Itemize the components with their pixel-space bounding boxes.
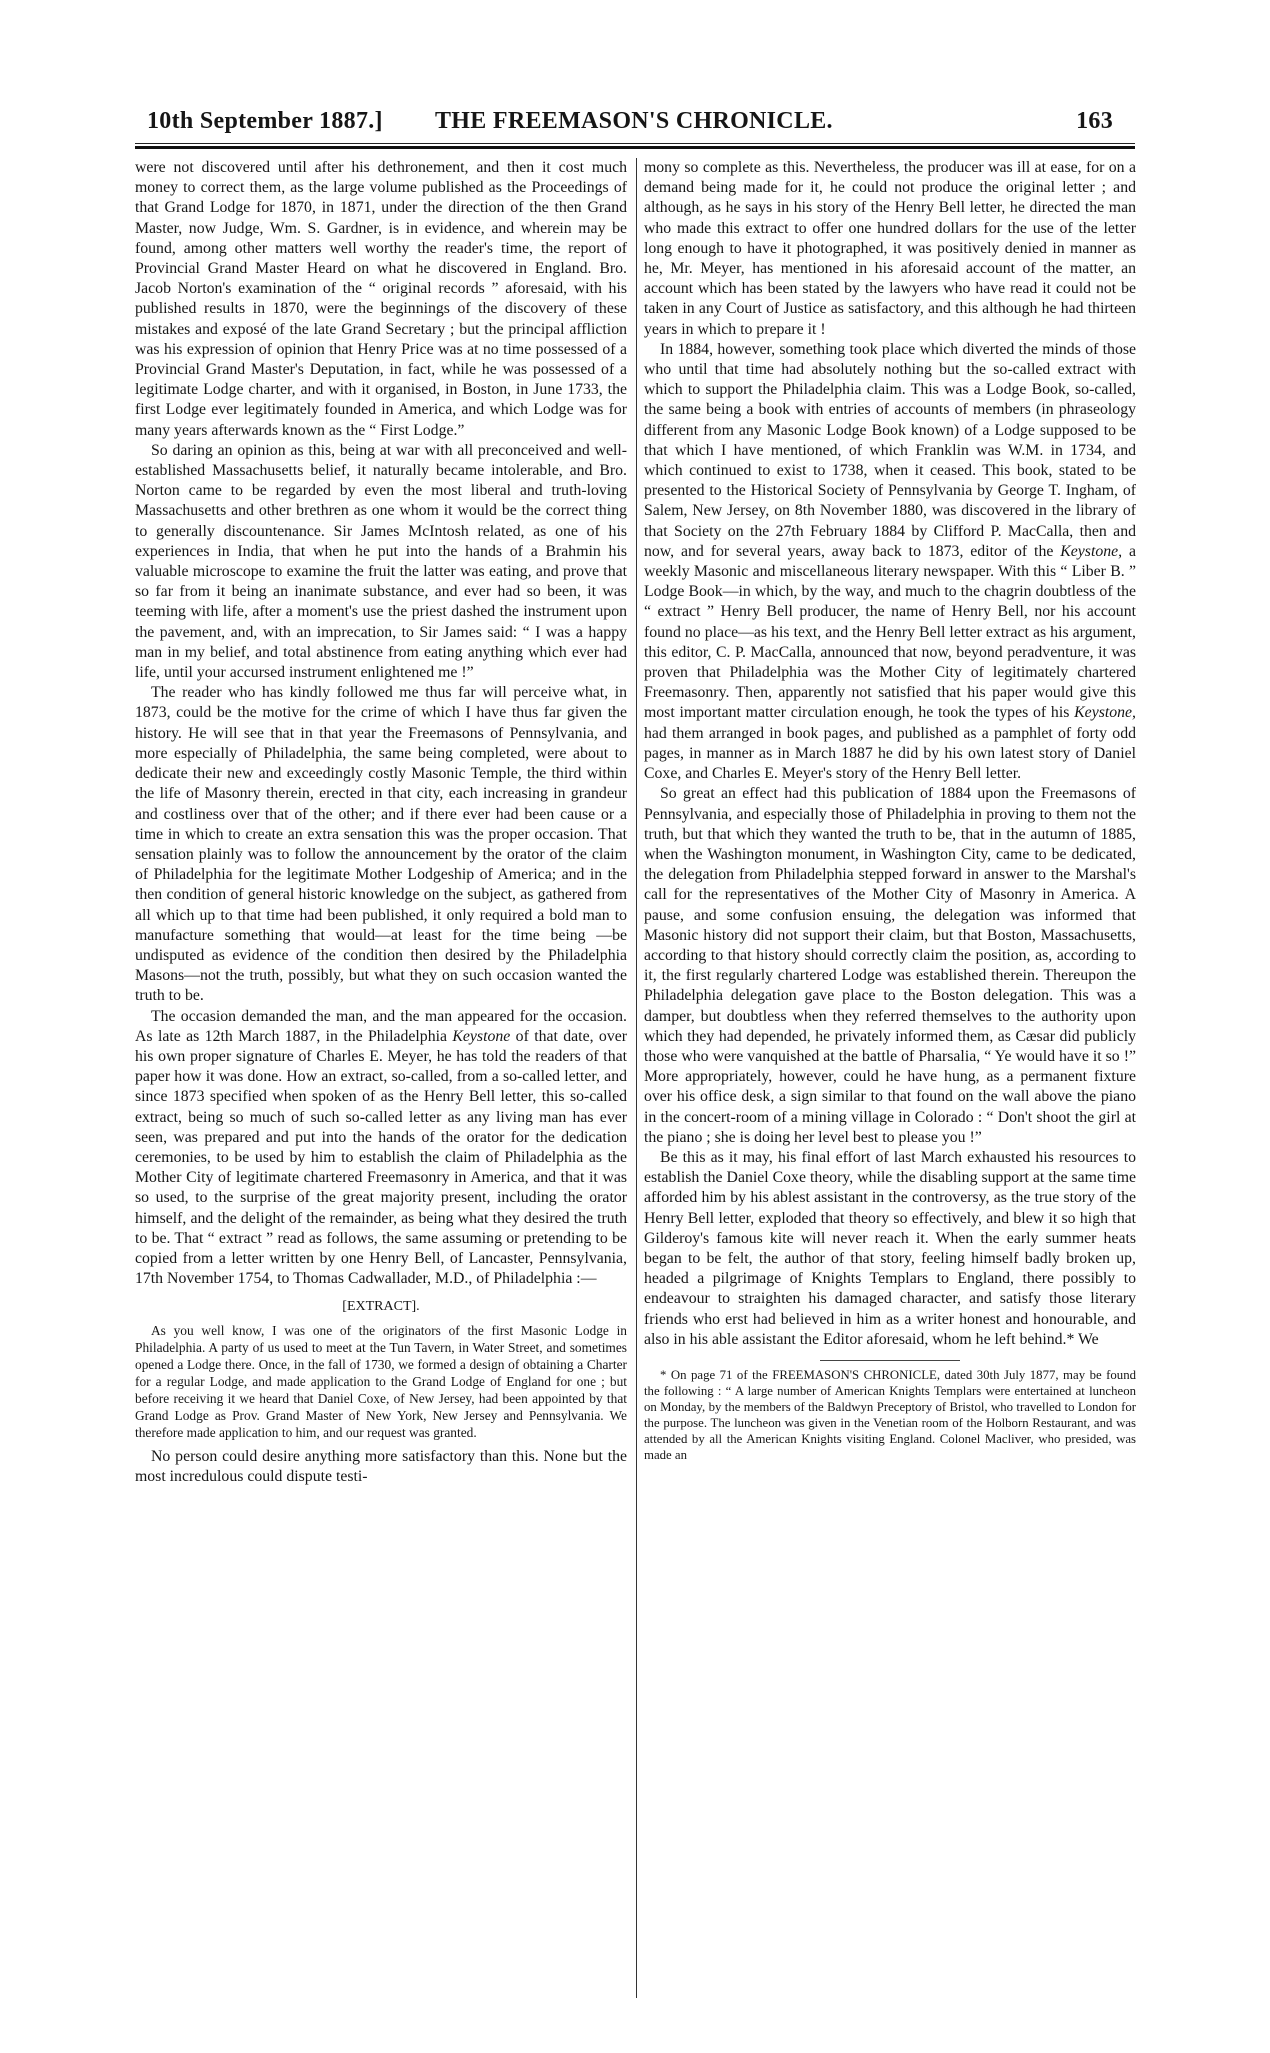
left-paragraph-4 — [135, 1007, 627, 1290]
header-rule-thick — [135, 146, 1135, 149]
right-paragraph-3: So great an effect had this publication of 1884 upon the Freemasons of Pennsylvania, and especially those of Philadelphia in proving to them not the truth, but that which they wanted the truth to be, that in the autumn of 1885, when the Washington monument, in Washington City, came to be dedicated, the delegation from Philadelphia stepped forward in answer to the Marshal's call for the representatives of the Mother City of Masonry in America. A pause, and some confusion ensuing, the delegation was informed that Masonic history did not support their claim, but that Boston, Massachusetts, according to that history should correctly claim the position, as, according to it, the first regularly chartered Lodge was established therein. Thereupon the Philadelphia delegation gave place to the Boston delegation. This was a damper, but doubtless when they referred themselves to the authority upon which they had depended, he privately informed them, as Cæsar did publicly those who were vanquished at the battle of Pharsalia, “ Ye would have it so !” More appropriately, however, could he have hung, as a permanent fixture over his office desk, a sign similar to that found on the wall above the piano in the concert-room of a mining village in Colorado : “ Don't shoot the girl at the piano ; she is doing her level best to please you !” — [644, 785, 1136, 1146]
right-paragraph-2-part-a: In 1884, however, something took place which diverted the minds of those who until that time had absolutely nothing but the so-called extract with which to support the Philadelphia claim. This was a Lodge Book, so-called, the same being a book with entries of accounts of members (in phraseology different from any Masonic Lodge Book known) of a Lodge supposed to be that which I have mentioned, of which Franklin was W.M. in 1734, and which continued to exist to 1738, when it ceased. This book, stated to be presented to the Historical Society of Pennsylvania by George T. Ingham, of Salem, New Jersey, on 8th November 1880, was discovered in the library of that Society on the 27th February 1884 by Clifford P. MacCalla, then and now, and for several years, away back to 1873, editor of the — [644, 340, 1136, 560]
right-paragraph-2-part-b: a weekly Masonic and miscellaneous literary newspaper. With this “ Liber B. ” Lodge Book—in which, by the way, and much to the chagrin doubtless of the “ extract ” Henry Bell producer, the name of Henry Bell, nor his account found no place—as his text, and the Henry Bell letter extract as his argument, this editor, C. P. MacCalla, announced that now, beyond peradventure, it was proven that Philadelphia was the Mother City of legitimately chartered Freemasonry. Then, apparently not satisfied that his paper would give this most important matter circulation enough, he took the types of his — [644, 542, 1136, 722]
right-paragraph-1: mony so complete as this. Nevertheless, the producer was ill at ease, for on a demand being made for it, he could not produce the original letter ; and although, as he says in his story of the Henry Bell letter, he directed the man who made this extract to offer one hundred dollars for the use of the letter long enough to have it photographed, it was positively denied in manner as he, Mr. Meyer, has mentioned in his aforesaid account of the matter, an account which has been stated by the lawyers who have read it could not be taken in any Court of Justice as satisfactory, and this although he had thirteen years in which to prepare it ! — [644, 159, 1136, 338]
keystone-title: Keystone — [452, 1027, 511, 1045]
page-number: 163 — [1076, 108, 1113, 134]
right-paragraph-2 — [644, 340, 1136, 784]
column-divider — [636, 158, 637, 1998]
footnote-rule — [820, 1360, 960, 1361]
keystone-title: Keystone, — [1060, 542, 1123, 560]
left-paragraph-4-part-b: of that date, over his own proper signature of Charles E. Meyer, he has told the readers of that paper how it was done. How an extract, so-called, from a so-called letter, and since 1873 specified when spoken of as the Henry Bell letter, this so-called extract, being so much of such so-called letter as any living man has ever seen, was prepared and put into the hands of the orator for the dedication ceremonies, to be used by him to establish the claim of Philadelphia as the Mother City of legitimate chartered Freemasonry in America, and that it was so used, to the surprise of the great majority present, including the orator himself, and the delight of the remainder, as being what they desired the truth to be. That “ extract ” read as follows, the same assuming or pretending to be copied from a letter written by one Henry Bell, of Lancaster, Pennsylvania, 17th November 1754, to Thomas Cadwallader, M.D., of Philadelphia :— — [135, 1027, 627, 1288]
left-paragraph-5: No person could desire anything more satisfactory than this. None but the most incredulous could dispute testi- — [135, 1447, 627, 1485]
left-paragraph-3: The reader who has kindly followed me thus far will perceive what, in 1873, could be the motive for the crime of which I have thus far given the history. He will see that in that year the Freemasons of Pennsylvania, and more especially of Philadelphia, the same being completed, were about to dedicate their new and exceedingly costly Masonic Temple, the third within the life of Masonry therein, erected in that city, each increasing in grandeur and costliness over that of the other; and if there ever had been cause or a time in which to create an extra sensation this was the proper occasion. That sensation plainly was to follow the announcement by the orator of the claim of Philadelphia for the legitimate Mother Lodgeship of America; and in the then condition of general historic knowledge on the subject, as gathered from all which up to that time had been published, it only required a bold man to manufacture something that would—at least for the time being —be undisputed as evidence of the condition then desired by the Philadelphia Masons—not the truth, possibly, but what they on such occasion wanted the truth to be. — [135, 684, 627, 1005]
left-paragraph-2: So daring an opinion as this, being at war with all preconceived and well-established Massachusetts belief, it naturally became intolerable, and Bro. Norton came to be regarded by even the most liberal and truth-loving Massachusetts and other brethren as one whom it would be the correct thing to generally discountenance. Sir James McIntosh related, as one of his experiences in India, that when he put into the hands of a Brahmin his valuable microscope to examine the fruit the latter was eating, and prove that so far from it being an inanimate substance, and ever had so been, it was teeming with life, after a moment's use the priest dashed the instrument upon the pavement, and, with an imprecation, to Sir James said: “ I was a happy man in my belief, and total abstinence from eating anything which ever had life, until your accursed instrument enlightened me !” — [135, 441, 627, 682]
extract-heading: [EXTRACT]. — [342, 1299, 420, 1315]
header-rule-thin — [135, 143, 1135, 144]
left-paragraph-4-part-a: The occasion demanded the man, and the man appeared for the occasion. As late as 12th March 1887, in the Philadelphia — [135, 1007, 627, 1045]
issue-date: 10th September 1887.] — [147, 108, 383, 134]
right-column — [644, 158, 1136, 1998]
right-paragraph-4: Be this as it may, his final effort of last March exhausted his resources to establish the Daniel Coxe theory, while the disabling support at the same time afforded him by his ablest assistant in the controversy, as the true story of the Henry Bell letter, exploded that theory so effectively, and blew it so high that Gilderoy's famous kite will never reach it. When the early summer heats began to be felt, the author of that story, feeling himself badly broken up, headed a pilgrimage of Knights Templars to England, there possibly to endeavour to straighten his damaged character, and satisfy those literary friends who erst had believed in him as a writer honest and honourable, and also in his able assistant the Editor aforesaid, whom he left behind.* We — [644, 1148, 1136, 1348]
left-column — [135, 158, 627, 1998]
right-paragraph-2-part-c: had them arranged in book pages, and published as a pamphlet of forty odd pages, in manner as in March 1887 he did by his own latest story of Daniel Coxe, and Charles E. Meyer's story of the Henry Bell letter. — [644, 724, 1136, 783]
left-paragraph-1: were not discovered until after his dethronement, and then it cost much money to correct them, as the large volume published as the Proceedings of that Grand Lodge for 1870, in 1871, under the direction of the then Grand Master, now Judge, Wm. S. Gardner, is in evidence, and wherein may be found, among other matters well worthy the reader's time, the report of Provincial Grand Master Heard on what he discovered in England. Bro. Jacob Norton's examination of the “ original records ” aforesaid, with his published results in 1870, were the beginnings of the discovery of these mistakes and exposé of the late Grand Secretary ; but the principal affliction was his expression of opinion that Henry Price was at no time possessed of a Provincial Grand Master's Deputation, in fact, while he was possessed of a legitimate Lodge charter, and with it organised, in Boston, in June 1733, the first Lodge ever legitimately founded in America, and which Lodge was for many years afterwards known as the “ First Lodge.” — [135, 159, 627, 439]
masthead — [135, 108, 1135, 144]
footnote: * On page 71 of the FREEMASON'S CHRONICLE, dated 30th July 1877, may be found the following : “ A large number of American Knights Templars were entertained at luncheon on Monday, by the members of the Baldwyn Preceptory of Bristol, who travelled to London for the purpose. The luncheon was given in the Venetian room of the Holborn Restaurant, and was attended by all the American Knights visiting England. Colonel Macliver, who presided, was made an — [644, 1367, 1136, 1462]
publication-title: THE FREEMASON'S CHRONICLE. — [435, 108, 833, 134]
extract-text: As you well know, I was one of the originators of the first Masonic Lodge in Philadelphia. A party of us used to meet at the Tun Tavern, in Water Street, and sometimes opened a Lodge there. Once, in the fall of 1730, we formed a design of obtaining a Charter for a regular Lodge, and made application to the Grand Lodge of England for one ; but before receiving it we heard that Daniel Coxe, of New Jersey, had been appointed by that Grand Lodge as Prov. Grand Master of New York, New Jersey and Pennsylvania. We therefore made application to him, and our request was granted. — [135, 1322, 627, 1440]
keystone-title: Keystone, — [1074, 704, 1136, 722]
